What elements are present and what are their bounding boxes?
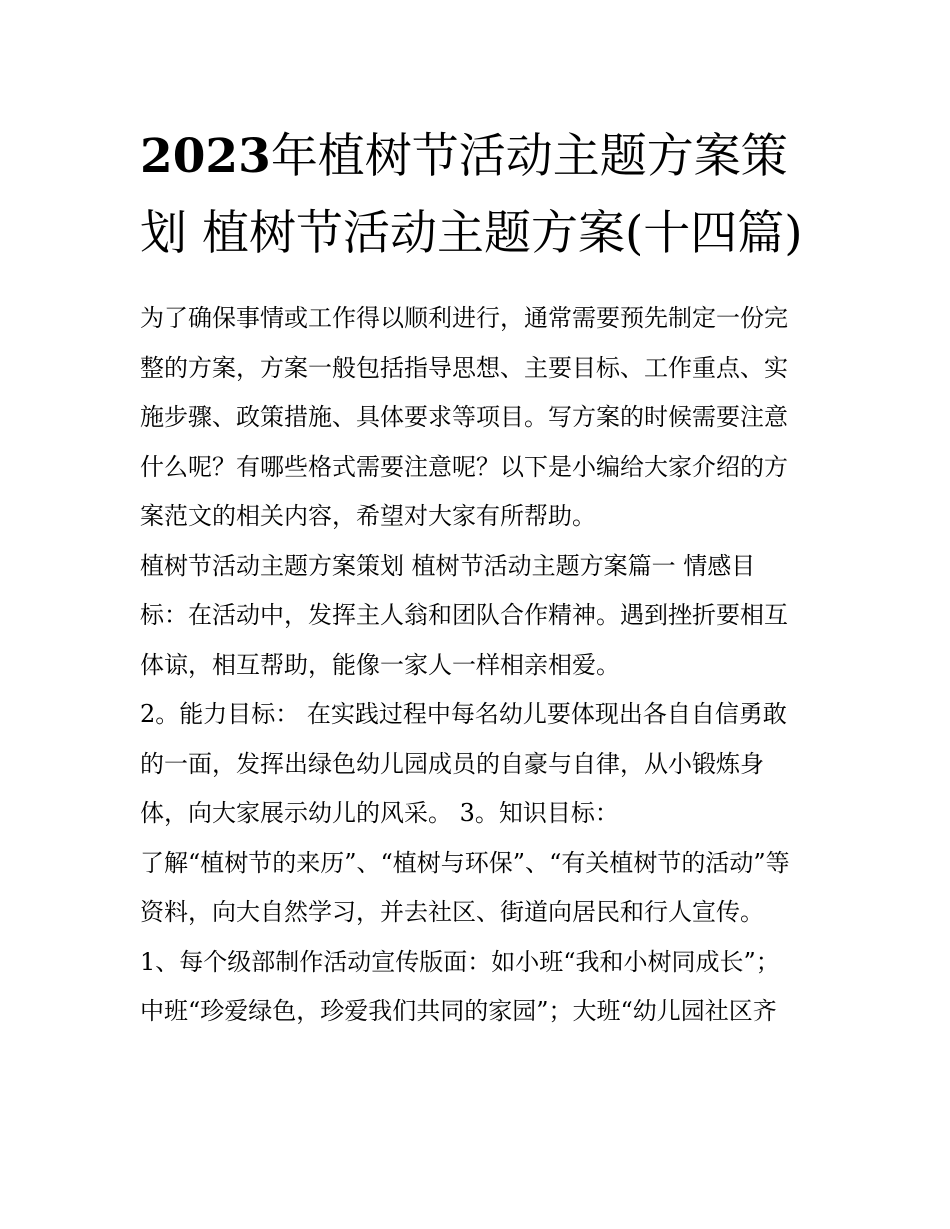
text-line: 资料，向大自然学习，并去社区、街道向居民和行人宣传。 xyxy=(140,898,764,926)
text-line: 1、每个级部制作活动宣传版面：如小班“我和小树同成长”； xyxy=(140,947,780,976)
text-line: 2。能力目标： 在实践过程中每名幼儿要体现出各自自信勇敢 xyxy=(140,700,787,728)
text-line: 标：在活动中，发挥主人翁和团队合作精神。遇到挫折要相互 xyxy=(140,601,788,629)
text-line: 的一面，发挥出绿色幼儿园成员的自豪与自律，从小锻炼身 xyxy=(140,749,764,778)
text-line: 整的方案，方案一般包括指导思想、主要目标、工作重点、实 xyxy=(140,353,788,382)
paragraph-section-one xyxy=(140,542,820,691)
text-line: 了解“植树节的来历”、“植树与环保”、“有关植树节的活动”等 xyxy=(140,848,790,877)
text-line: 中班“珍爱绿色，珍爱我们共同的家园”；大班“幼儿园社区齐 xyxy=(140,997,777,1025)
paragraph-knowledge xyxy=(140,839,820,938)
title-year: 2023 xyxy=(140,129,271,184)
text-line: 为了确保事情或工作得以顺利进行，通常需要预先制定一份完 xyxy=(140,304,788,332)
text-line: 体谅，相互帮助，能像一家人一样相亲相爱。 xyxy=(140,650,620,679)
text-line: 施步骤、政策措施、具体要求等项目。写方案的时候需要注意 xyxy=(140,403,788,431)
document-body xyxy=(140,294,820,1037)
paragraph-activities xyxy=(140,938,820,1037)
document-title xyxy=(140,118,820,272)
text-line: 什么呢？有哪些格式需要注意呢？以下是小编给大家介绍的方 xyxy=(140,452,788,481)
document-page xyxy=(140,118,820,1037)
text-line: 体，向大家展示幼儿的风采。 3。知识目标： xyxy=(140,799,619,827)
text-line: 植树节活动主题方案策划 植树节活动主题方案篇一 情感目 xyxy=(140,551,756,580)
title-text: 年植树节活动主题方案策划 植树节活动主题方案(十四篇) xyxy=(140,129,803,261)
paragraph-ability-goal xyxy=(140,690,820,839)
text-line: 案范文的相关内容，希望对大家有所帮助。 xyxy=(140,502,596,530)
paragraph-intro xyxy=(140,294,820,542)
